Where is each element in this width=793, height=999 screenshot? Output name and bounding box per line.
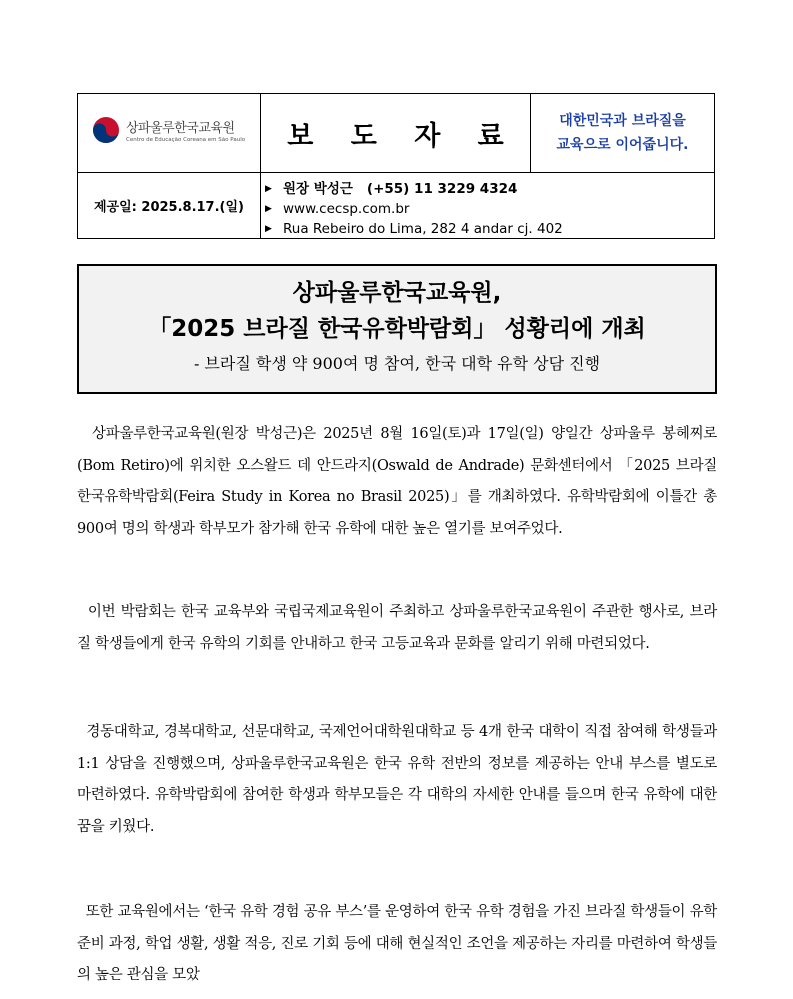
address: Rua Rebeiro do Lima, 282 4 andar cj. 402 <box>283 221 563 237</box>
institution-logo <box>92 116 245 144</box>
headline-subtitle: - 브라질 학생 약 900여 명 참여, 한국 대학 유학 상담 진행 <box>193 354 601 373</box>
contact-website-row <box>265 199 714 219</box>
headline-line-1: 상파울루한국교육원, <box>292 280 502 306</box>
logo-name-portuguese: Centro de Educação Coreana em São Paulo <box>126 137 246 143</box>
release-date: 제공일: 2025.8.17.(일) <box>94 200 244 215</box>
date-cell <box>78 173 261 238</box>
headline-line-2: 「2025 브라질 한국유학박람회」 성황리에 개최 <box>148 316 646 342</box>
triangle-bullet-icon: ▶ <box>265 204 272 214</box>
slogan-line-1: 대한민국과 브라질을 <box>559 113 686 129</box>
contact-address-row <box>265 219 714 239</box>
triangle-bullet-icon: ▶ <box>265 184 272 194</box>
body-paragraph-2: 이번 박람회는 한국 교육부와 국립국제교육원이 주최하고 상파울루한국교육원이 주관한 행사로, 브라질 학생들에게 한국 유학의 기회를 안내하고 한국 고등교육과 문화를 알리기 위해 마련되었다. <box>77 604 717 652</box>
director-name: 원장 박성근 <box>283 181 353 197</box>
website-url: www.cecsp.com.br <box>283 201 410 217</box>
slogan-line-2: 교육으로 이어줍니다. <box>556 137 689 153</box>
body-paragraph-3: 경동대학교, 경복대학교, 선문대학교, 국제언어대학원대학교 등 4개 한국 대학이 직접 참여해 학생들과 1:1 상담을 진행했으며, 상파울루한국교육원은 한국 유학 전반의 정보를 제공하는 안내 부스를 별도로 마련하였다. 유학박람회에 참여한 학생과 학부모들은 각 대학의 자세한 안내를 들으며 한국 유학에 대한 꿈을 키웠다. <box>77 724 722 835</box>
title-cell <box>261 94 531 173</box>
headline-box <box>77 264 717 394</box>
logo-name-korean: 상파울루한국교육원 <box>126 121 235 136</box>
press-header-table <box>77 93 715 239</box>
phone-number: (+55) 11 3229 4324 <box>366 181 518 197</box>
taegeuk-logo-icon <box>92 116 120 144</box>
press-release-title: 보 도 자 료 <box>287 120 518 152</box>
slogan-cell <box>531 94 714 173</box>
logo-cell <box>78 94 261 173</box>
contact-cell <box>261 173 714 238</box>
body-paragraph-1: 상파울루한국교육원(원장 박성근)은 2025년 8월 16일(토)과 17일(일) 양일간 상파울루 봉헤찌로(Bom Retiro)에 위치한 오스왈드 데 안드라지(Oswald de Andrade) 문화센터에서 「2025 브라질 한국유학박람회(Feira Study in Korea no Brasil 2025)」를 개최하였다. 유학박람회에 이틀간 총 900여 명의 학생과 학부모가 참가해 한국 유학에 대한 높은 열기를 보여주었다. <box>77 426 722 537</box>
triangle-bullet-icon: ▶ <box>265 224 272 234</box>
body-paragraph-4: 또한 교육원에서는 ‘한국 유학 경험 공유 부스’를 운영하여 한국 유학 경험을 가진 브라질 학생들이 유학 준비 과정, 학업 생활, 생활 적응, 진로 기회 등에 대해 현실적인 조언을 제공하는 자리를 마련하여 학생들의 높은 관심을 모았 <box>77 904 722 983</box>
contact-phone-row <box>265 179 714 199</box>
